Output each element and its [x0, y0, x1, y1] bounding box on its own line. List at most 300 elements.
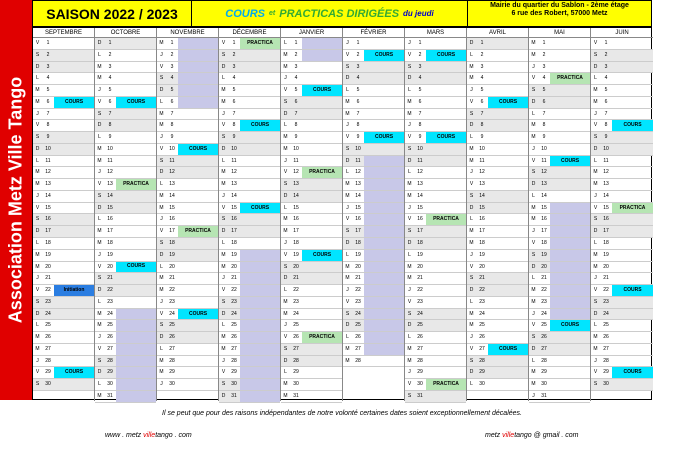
event-cell [302, 379, 342, 390]
day-letter: M [159, 192, 164, 199]
day-letter: J [160, 216, 163, 223]
event-cell [612, 214, 653, 225]
day-number: 24 [355, 310, 361, 317]
day-row [281, 97, 342, 109]
day-number: 5 [418, 87, 422, 94]
day-row [33, 379, 94, 391]
day-row [157, 132, 218, 144]
day-row [467, 320, 528, 332]
day-number: 16 [479, 216, 485, 223]
day-number: 8 [232, 122, 236, 129]
event-cell [488, 132, 528, 143]
day-row [343, 203, 404, 215]
day-number: 5 [170, 87, 174, 94]
day-number: 8 [604, 122, 608, 129]
day-letter: D [407, 322, 412, 329]
day-number: 2 [356, 51, 360, 58]
day-letter: L [36, 157, 39, 164]
day-number: 28 [293, 357, 299, 364]
day-number: 13 [417, 181, 423, 188]
day-number: 18 [231, 240, 237, 247]
event-cell [178, 132, 218, 143]
day-letter: J [284, 322, 287, 329]
day-number: 25 [541, 322, 547, 329]
day-number: 22 [231, 287, 237, 294]
day-letter: M [97, 322, 102, 329]
day-row [219, 262, 280, 274]
event-cell [302, 97, 342, 108]
day-letter: V [469, 263, 474, 270]
day-row [529, 273, 590, 285]
event-cell [116, 50, 156, 61]
day-number: 3 [418, 63, 422, 70]
day-number: 8 [46, 122, 50, 129]
day-row [591, 167, 653, 179]
day-number: 29 [169, 369, 175, 376]
day-number: 23 [417, 298, 423, 305]
day-letter: M [593, 334, 598, 341]
event-cell [364, 309, 404, 320]
day-number: 25 [603, 322, 609, 329]
day-row [219, 144, 280, 156]
event-cell [240, 367, 280, 378]
day-number: 28 [603, 357, 609, 364]
event-cell [54, 73, 94, 84]
day-letter: L [284, 369, 287, 376]
event-cell [426, 297, 466, 308]
day-number: 1 [418, 40, 422, 46]
day-letter: V [531, 322, 536, 329]
day-row [281, 50, 342, 62]
day-number: 23 [169, 298, 175, 305]
day-row [95, 214, 156, 226]
event-cell [178, 320, 218, 331]
day-row [33, 38, 94, 50]
day-row [281, 156, 342, 168]
day-letter: L [98, 134, 101, 141]
day-number: 18 [45, 240, 51, 247]
day-letter: S [159, 322, 164, 329]
day-letter: S [407, 228, 412, 235]
day-number: 8 [356, 122, 360, 129]
day-number: 31 [231, 392, 237, 399]
event-cell [240, 285, 280, 296]
website-link[interactable]: www . metz villetango . com [105, 432, 192, 439]
event-cell [364, 320, 404, 331]
day-letter: D [593, 228, 598, 235]
event-cell [178, 38, 218, 49]
day-letter: M [345, 345, 350, 352]
day-row [591, 144, 653, 156]
event-cell [302, 262, 342, 273]
cours-header [192, 0, 468, 27]
email-link[interactable]: metz villetango @ gmail . com [485, 432, 579, 439]
day-number: 14 [355, 192, 361, 199]
day-row [343, 191, 404, 203]
event-cell [240, 250, 280, 261]
day-row [467, 38, 528, 50]
day-number: 3 [542, 63, 546, 70]
day-row [281, 344, 342, 356]
day-number: 19 [355, 251, 361, 258]
disclaimer-note: Il se peut que pour des raisons indépendantes de notre volonté certaines dates soient exceptionnellement décalées. [162, 410, 522, 417]
day-number: 6 [170, 98, 174, 105]
day-row [591, 109, 653, 121]
day-number: 12 [479, 169, 485, 176]
day-number: 16 [293, 216, 299, 223]
day-letter: L [346, 87, 349, 94]
event-cell [488, 356, 528, 367]
day-row [281, 262, 342, 274]
event-cell [240, 356, 280, 367]
day-number: 11 [417, 157, 423, 164]
event-cell [116, 144, 156, 155]
event-cell [426, 332, 466, 343]
day-letter: L [222, 322, 225, 329]
day-number: 29 [603, 369, 609, 376]
day-letter: V [221, 287, 226, 294]
day-number: 21 [355, 275, 361, 282]
day-row [405, 156, 466, 168]
day-letter: L [408, 87, 411, 94]
day-row [591, 344, 653, 356]
day-letter: V [531, 75, 536, 82]
event-cell [178, 356, 218, 367]
day-number: 28 [479, 357, 485, 364]
event-cell [550, 238, 590, 249]
event-cell [116, 73, 156, 84]
day-row [33, 250, 94, 262]
day-number: 18 [541, 240, 547, 247]
day-row [219, 367, 280, 379]
day-row [95, 62, 156, 74]
event-cell [54, 109, 94, 120]
day-number: 11 [45, 157, 51, 164]
day-letter: J [36, 110, 39, 117]
day-letter: J [532, 228, 535, 235]
event-cell [612, 332, 653, 343]
day-number: 4 [170, 75, 174, 82]
event-cell [116, 273, 156, 284]
day-row [33, 214, 94, 226]
day-number: 14 [417, 192, 423, 199]
day-row [591, 320, 653, 332]
event-cell [54, 156, 94, 167]
day-number: 14 [107, 192, 113, 199]
event-cell [178, 297, 218, 308]
day-row [95, 156, 156, 168]
day-letter: M [469, 145, 474, 152]
day-number: 26 [479, 334, 485, 341]
event-cell [550, 214, 590, 225]
day-letter: M [283, 51, 288, 58]
day-number: 23 [355, 298, 361, 305]
event-cell [612, 179, 653, 190]
day-number: 6 [294, 98, 298, 105]
day-number: 25 [293, 322, 299, 329]
day-letter: M [35, 169, 40, 176]
day-letter: J [532, 63, 535, 70]
day-letter: S [407, 310, 412, 317]
day-letter: V [345, 216, 350, 223]
day-row [219, 85, 280, 97]
day-row [405, 203, 466, 215]
day-letter: S [35, 134, 40, 141]
day-letter: D [469, 369, 474, 376]
day-number: 16 [355, 216, 361, 223]
day-number: 2 [604, 51, 608, 58]
event-cell [488, 309, 528, 320]
day-letter: M [97, 75, 102, 82]
event-cell [488, 109, 528, 120]
event-cell [178, 62, 218, 73]
event-badge: COURS [426, 132, 466, 143]
day-row [405, 120, 466, 132]
day-number: 15 [541, 204, 547, 211]
day-number: 4 [294, 75, 298, 82]
day-row [219, 179, 280, 191]
day-number: 9 [108, 134, 112, 141]
event-cell [302, 144, 342, 155]
day-number: 11 [603, 157, 609, 164]
event-cell [364, 250, 404, 261]
day-row [529, 144, 590, 156]
day-number: 7 [46, 110, 50, 117]
day-letter: D [531, 345, 536, 352]
event-cell [240, 85, 280, 96]
month-header: AVRIL [467, 28, 528, 38]
event-badge: PRACTICA [178, 226, 218, 237]
event-cell [54, 85, 94, 96]
day-row [529, 109, 590, 121]
event-cell [54, 62, 94, 73]
day-letter: M [469, 75, 474, 82]
day-row [529, 250, 590, 262]
event-cell [116, 132, 156, 143]
day-number: 4 [542, 75, 546, 82]
day-letter: M [531, 287, 536, 294]
day-number: 25 [355, 322, 361, 329]
day-number: 21 [541, 275, 547, 282]
day-letter: V [35, 40, 40, 46]
day-number: 24 [169, 310, 175, 317]
event-badge: COURS [426, 50, 466, 61]
event-cell [612, 297, 653, 308]
day-row [157, 191, 218, 203]
day-row [157, 120, 218, 132]
day-row [405, 226, 466, 238]
event-cell [54, 120, 94, 131]
day-letter: S [345, 310, 350, 317]
day-number: 16 [107, 216, 113, 223]
day-row [591, 62, 653, 74]
event-cell [488, 262, 528, 273]
day-number: 30 [169, 381, 175, 388]
day-row [343, 309, 404, 321]
event-cell [302, 273, 342, 284]
day-number: 3 [46, 63, 50, 70]
day-row [33, 273, 94, 285]
day-number: 12 [541, 169, 547, 176]
event-cell [54, 214, 94, 225]
event-cell [54, 273, 94, 284]
day-row [529, 203, 590, 215]
month-column [467, 28, 529, 401]
event-cell [178, 344, 218, 355]
day-row [529, 226, 590, 238]
day-letter: M [345, 110, 350, 117]
day-row [33, 132, 94, 144]
day-letter: V [97, 181, 102, 188]
event-cell [240, 214, 280, 225]
day-letter: M [345, 192, 350, 199]
event-badge: COURS [178, 309, 218, 320]
day-row [33, 109, 94, 121]
day-number: 7 [170, 110, 174, 117]
day-letter: M [407, 181, 412, 188]
event-cell [240, 179, 280, 190]
day-row [467, 250, 528, 262]
day-row [467, 226, 528, 238]
day-number: 13 [603, 181, 609, 188]
jeudi-label: du jeudi [403, 9, 434, 18]
event-cell [426, 191, 466, 202]
event-cell [550, 62, 590, 73]
event-cell [54, 144, 94, 155]
event-cell [178, 273, 218, 284]
event-cell [54, 332, 94, 343]
event-cell [116, 250, 156, 261]
day-number: 2 [418, 51, 422, 58]
day-number: 4 [232, 75, 236, 82]
day-row [33, 356, 94, 368]
day-letter: D [469, 40, 474, 46]
event-cell [364, 203, 404, 214]
event-cell [240, 132, 280, 143]
event-cell [426, 109, 466, 120]
event-cell [550, 109, 590, 120]
event-cell [116, 191, 156, 202]
event-cell [364, 62, 404, 73]
day-letter: V [221, 369, 226, 376]
day-row [343, 344, 404, 356]
event-cell [612, 97, 653, 108]
day-letter: L [532, 192, 535, 199]
day-number: 24 [479, 310, 485, 317]
day-row [157, 309, 218, 321]
day-number: 6 [542, 98, 546, 105]
day-number: 15 [293, 204, 299, 211]
day-letter: M [407, 98, 412, 105]
day-letter: M [469, 63, 474, 70]
day-row [219, 285, 280, 297]
day-number: 15 [355, 204, 361, 211]
day-letter: D [35, 310, 40, 317]
day-number: 28 [45, 357, 51, 364]
day-row [219, 62, 280, 74]
day-number: 4 [604, 75, 608, 82]
day-letter: M [283, 298, 288, 305]
day-letter: M [283, 228, 288, 235]
event-cell [178, 285, 218, 296]
day-number: 17 [169, 228, 175, 235]
day-letter: S [159, 240, 164, 247]
day-row [219, 50, 280, 62]
day-row [95, 120, 156, 132]
day-row [343, 250, 404, 262]
day-letter: L [222, 240, 225, 247]
day-row [591, 356, 653, 368]
month-column [219, 28, 281, 401]
day-number: 29 [231, 369, 237, 376]
event-badge: COURS [364, 132, 404, 143]
day-row [33, 297, 94, 309]
day-number: 19 [417, 251, 423, 258]
day-letter: S [283, 345, 288, 352]
day-row [157, 320, 218, 332]
event-cell [240, 167, 280, 178]
event-cell [426, 250, 466, 261]
day-row [529, 120, 590, 132]
day-letter: V [221, 122, 226, 129]
day-row [405, 332, 466, 344]
event-cell [302, 191, 342, 202]
day-letter: S [407, 145, 412, 152]
day-letter: V [221, 204, 226, 211]
day-row [467, 285, 528, 297]
event-badge: COURS [116, 97, 156, 108]
day-row [33, 144, 94, 156]
day-number: 21 [479, 275, 485, 282]
day-row [95, 191, 156, 203]
day-row [281, 62, 342, 74]
event-cell [240, 391, 280, 402]
day-number: 15 [169, 204, 175, 211]
day-row [343, 73, 404, 85]
day-number: 28 [231, 357, 237, 364]
day-letter: L [408, 251, 411, 258]
day-row [281, 132, 342, 144]
day-row [95, 238, 156, 250]
day-row [591, 73, 653, 85]
day-number: 1 [232, 40, 236, 46]
event-cell [550, 144, 590, 155]
event-cell [364, 97, 404, 108]
address-header [468, 0, 652, 27]
day-number: 19 [293, 251, 299, 258]
day-letter: M [407, 345, 412, 352]
day-number: 26 [45, 334, 51, 341]
day-row [405, 191, 466, 203]
day-row [95, 144, 156, 156]
day-number: 18 [107, 240, 113, 247]
day-number: 13 [479, 181, 485, 188]
event-cell [426, 167, 466, 178]
day-number: 18 [169, 240, 175, 247]
day-row [529, 356, 590, 368]
day-letter: M [593, 251, 598, 258]
day-number: 29 [541, 369, 547, 376]
day-number: 6 [46, 98, 50, 105]
month-column [281, 28, 343, 401]
month-header: MARS [405, 28, 466, 38]
day-number: 16 [169, 216, 175, 223]
day-letter: M [221, 251, 226, 258]
day-letter: L [346, 334, 349, 341]
day-row [281, 273, 342, 285]
day-number: 10 [169, 145, 175, 152]
day-number: 9 [294, 134, 298, 141]
